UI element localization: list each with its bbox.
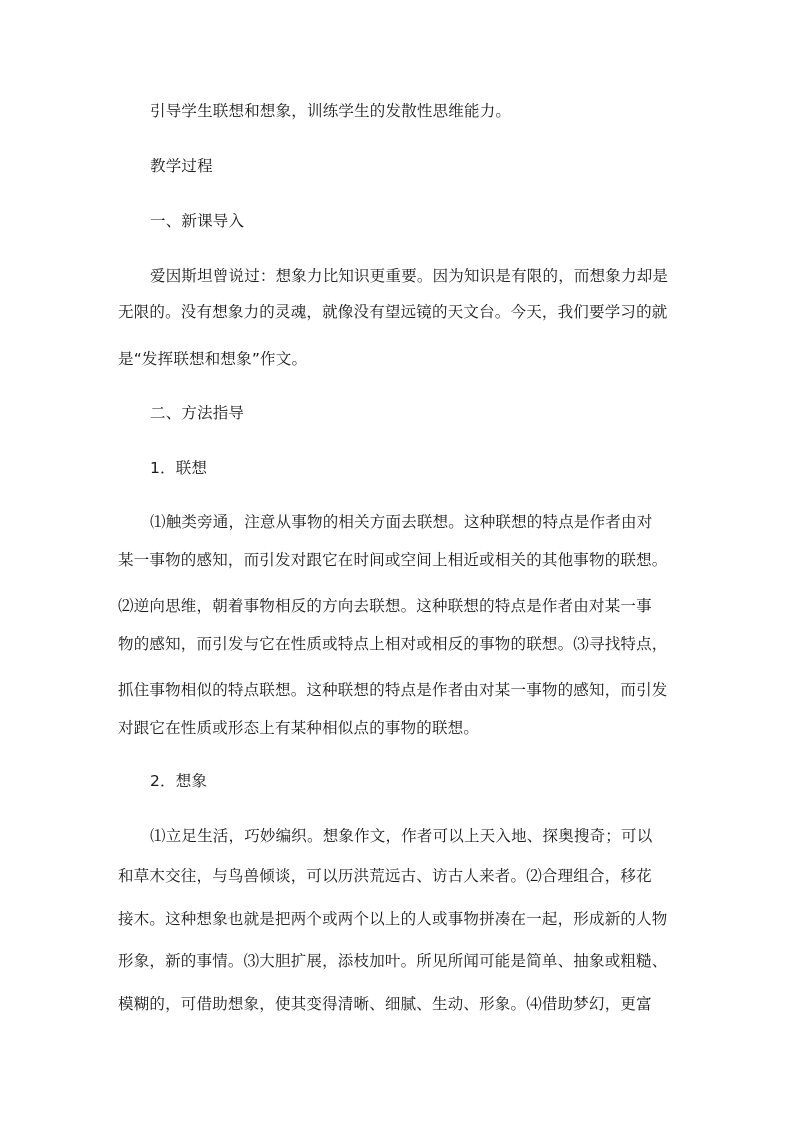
association-paragraph-line: ⑵逆向思维，朝着事物相反的方向去联想。这种联想的特点是作者由对某一事	[118, 597, 652, 615]
intro-paragraph-line: 是“发挥联想和想象”作文。	[118, 350, 308, 368]
objective-text: 引导学生联想和想象，训练学生的发散性思维能力。	[150, 102, 512, 120]
association-paragraph-line: 对跟它在性质或形态上有某种相似点的事物的联想。	[118, 719, 480, 737]
intro-paragraph-line: 爱因斯坦曾说过：想象力比知识更重要。因为知识是有限的，而想象力却是	[150, 267, 669, 285]
imagination-paragraph-line: ⑴立足生活，巧妙编织。想象作文，作者可以上天入地、探奥搜奇；可以	[150, 827, 653, 845]
association-paragraph-line: ⑴触类旁通，注意从事物的相关方面去联想。这种联想的特点是作者由对	[150, 513, 653, 531]
association-paragraph-line: 物的感知，而引发与它在性质或特点上相对或相反的事物的联想。⑶寻找特点，	[118, 635, 668, 653]
imagination-paragraph-line: 模糊的，可借助想象，使其变得清晰、细腻、生动、形象。⑷借助梦幻，更富	[118, 995, 652, 1013]
imagination-paragraph-line: 和草木交往，与鸟兽倾谈，可以历洪荒远古、访古人来者。⑵合理组合，移花	[118, 867, 652, 885]
imagination-paragraph-line: 接木。这种想象也就是把两个或两个以上的人或事物拼凑在一起，形成新的人物	[118, 910, 668, 928]
heading-new-lesson-intro: 一、新课导入	[150, 212, 245, 230]
association-paragraph-line: 抓住事物相似的特点联想。这种联想的特点是作者由对某一事物的感知，而引发	[118, 681, 668, 699]
imagination-paragraph-line: 形象，新的事情。⑶大胆扩展，添枝加叶。所见所闻可能是简单、抽象或粗糙、	[118, 952, 668, 970]
heading-method-guidance: 二、方法指导	[150, 404, 245, 422]
heading-teaching-process: 教学过程	[150, 157, 213, 175]
intro-paragraph-line: 无限的。没有想象力的灵魂，就像没有望远镜的天文台。今天，我们要学习的就	[118, 303, 668, 321]
heading-association: 1．联想	[150, 459, 208, 477]
heading-imagination: 2．想象	[150, 772, 208, 790]
association-paragraph-line: 某一事物的感知，而引发对跟它在时间或空间上相近或相关的其他事物的联想。	[118, 551, 668, 569]
